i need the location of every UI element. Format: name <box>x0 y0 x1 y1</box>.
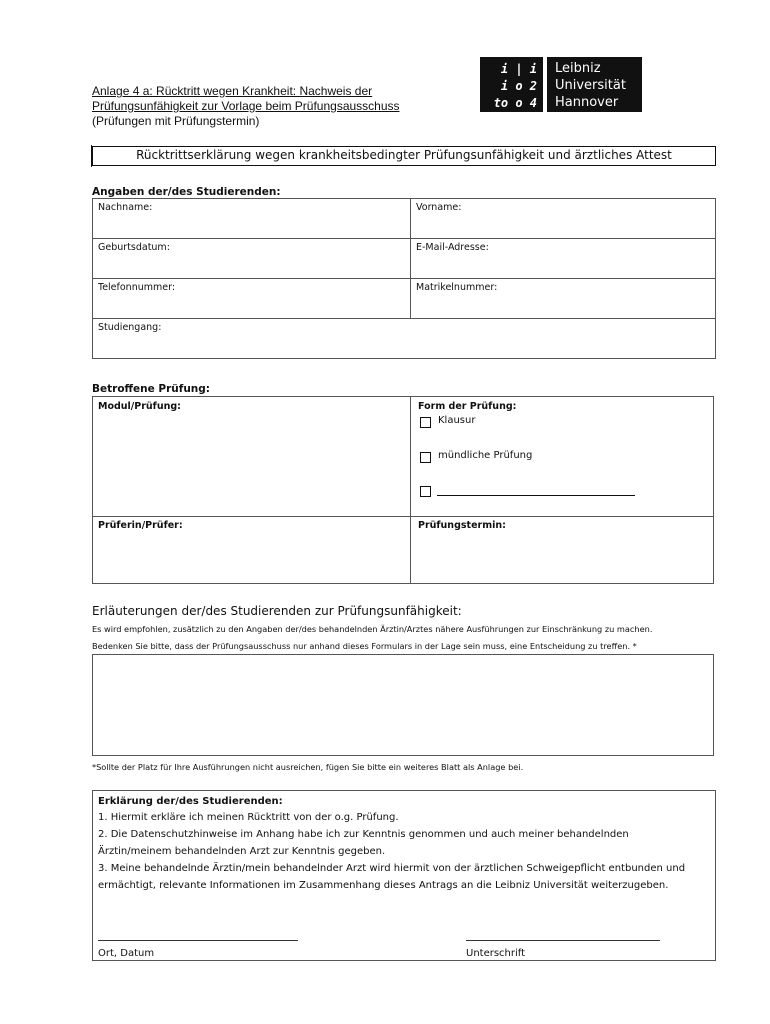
declaration-item-2a: 2. Die Datenschutzhinweise im Anhang habe ich zur Kenntnis genommen und auch meiner behandelnden <box>98 829 629 840</box>
termin-field[interactable]: Prüfungstermin: <box>418 520 506 531</box>
form-title: Rücktrittserklärung wegen krankheitsbedingter Prüfungsunfähigkeit und ärztliches Attest <box>92 146 716 166</box>
pruefer-field[interactable]: Prüferin/Prüfer: <box>98 520 183 531</box>
logo-digits-row-3: to o 4 <box>493 96 537 110</box>
logo-text-line-2: Universität <box>555 78 626 93</box>
university-logo-mark <box>480 57 543 112</box>
university-logo-text <box>547 57 642 112</box>
modul-field[interactable]: Modul/Prüfung: <box>98 401 181 412</box>
unterschrift-label: Unterschrift <box>466 948 526 959</box>
klausur-label: Klausur <box>438 415 476 426</box>
telefon-field[interactable]: Telefonnummer: <box>98 282 176 293</box>
studiengang-field[interactable]: Studiengang: <box>98 322 162 333</box>
student-table-row-line-2 <box>92 278 716 279</box>
nachname-field[interactable]: Nachname: <box>98 202 153 213</box>
email-field[interactable]: E-Mail-Adresse: <box>416 242 489 253</box>
unterschrift-line[interactable] <box>466 940 660 941</box>
explanation-instruction-1: Es wird empfohlen, zusätzlich zu den Angaben der/des behandelnden Ärztin/Arztes nähere Ausführungen zur Einschränkung zu machen. <box>92 624 653 634</box>
logo-text-line-1: Leibniz <box>555 61 601 76</box>
muendlich-label: mündliche Prüfung <box>438 450 533 461</box>
klausur-checkbox[interactable] <box>420 417 431 428</box>
document-header <box>92 84 400 129</box>
logo-digits-row-2: i o 2 <box>500 79 537 93</box>
declaration-item-2b: Ärztin/meinem behandelnden Arzt zur Kenntnis gegeben. <box>98 846 386 857</box>
exam-table-row-line <box>92 516 714 517</box>
exam-section-heading: Betroffene Prüfung: <box>92 383 210 395</box>
declaration-heading: Erklärung der/des Studierenden: <box>98 796 283 807</box>
student-table-row-line-3 <box>92 318 716 319</box>
student-table-divider <box>410 198 411 318</box>
muendlich-checkbox[interactable] <box>420 452 431 463</box>
ort-datum-line[interactable] <box>98 940 298 941</box>
vorname-field[interactable]: Vorname: <box>416 202 462 213</box>
other-form-checkbox[interactable] <box>420 486 431 497</box>
explanation-section-heading: Erläuterungen der/des Studierenden zur Prüfungsunfähigkeit: <box>92 604 462 618</box>
exam-table-divider <box>410 396 411 584</box>
explanation-textarea[interactable] <box>92 654 714 756</box>
header-line-1: Anlage 4 a: Rücktritt wegen Krankheit: Nachweis der <box>92 84 373 98</box>
matrikel-field[interactable]: Matrikelnummer: <box>416 282 498 293</box>
student-section-heading: Angaben der/des Studierenden: <box>92 186 281 198</box>
pruefungsform-label: Form der Prüfung: <box>418 401 517 412</box>
explanation-instruction-2: Bedenken Sie bitte, dass der Prüfungsausschuss nur anhand dieses Formulars in der Lage sein muss, eine Entscheidung zu treffen. * <box>92 641 637 651</box>
exam-info-table <box>92 396 714 584</box>
header-line-3: (Prüfungen mit Prüfungstermin) <box>92 114 260 128</box>
other-form-input-line[interactable] <box>437 495 635 496</box>
declaration-item-3b: ermächtigt, relevante Informationen im Zusammenhang dieses Antrags an die Leibniz Universität weiterzugeben. <box>98 880 669 891</box>
header-line-2: Prüfungsunfähigkeit zur Vorlage beim Prüfungsausschuss <box>92 99 400 113</box>
logo-digits-row-1: i | i <box>500 62 537 76</box>
geburtsdatum-field[interactable]: Geburtsdatum: <box>98 242 170 253</box>
declaration-item-3a: 3. Meine behandelnde Ärztin/mein behandelnder Arzt wird hiermit von der ärztlichen Schweigepflicht entbunden und <box>98 863 686 874</box>
explanation-footnote: *Sollte der Platz für Ihre Ausführungen nicht ausreichen, fügen Sie bitte ein weiteres Blatt als Anlage bei. <box>92 762 524 772</box>
student-table-row-line-1 <box>92 238 716 239</box>
logo-text-line-3: Hannover <box>555 95 619 110</box>
declaration-item-1: 1. Hiermit erkläre ich meinen Rücktritt von der o.g. Prüfung. <box>98 812 399 823</box>
ort-datum-label: Ort, Datum <box>98 948 155 959</box>
